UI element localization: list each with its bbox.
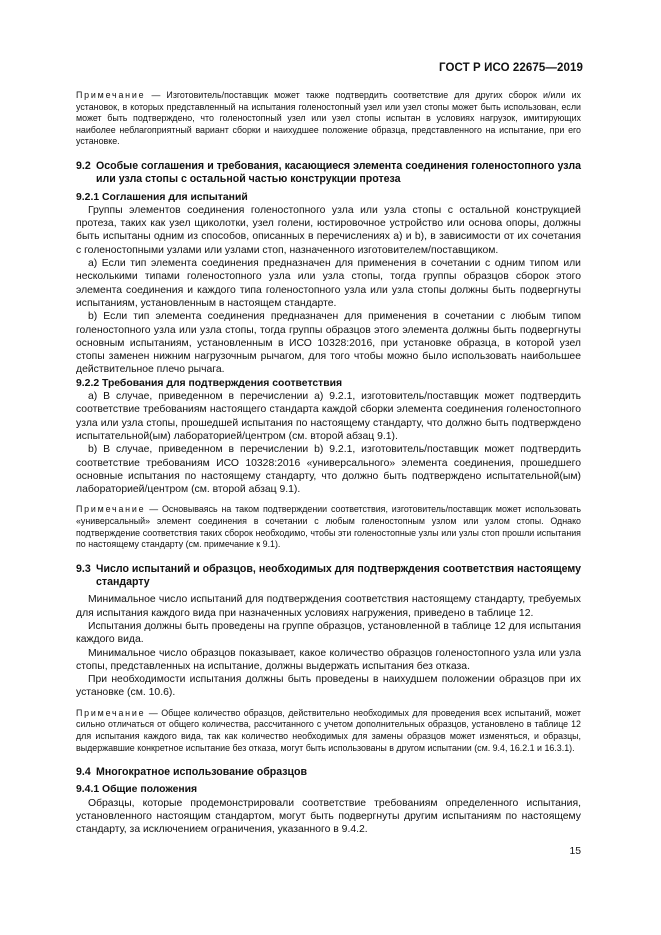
page-content xyxy=(76,90,581,837)
note-text: — Общее количество образцов, действительно необходимых для проведения всех испытаний, может сильно отличаться от общего количества, рассчитанного с учетом дополнительных образцов, установлено в таблице 12 для испытания каждого вида, так как количество необходимых для замены образцов может изменяться, и образцы, выдержавшие конкретное испытание без отказа, могут быть использованы в другом испытании (см. 9.4, 16.2.1 и 16.3.1). xyxy=(76,707,581,753)
note-paragraph xyxy=(76,90,581,148)
document-code-header: ГОСТ Р ИСО 22675—2019 xyxy=(438,62,583,74)
list-item-a: a) В случае, приведенном в перечислении a) 9.2.1, изготовитель/поставщик может подтвердить соответствие требованиям настоящего стандарта каждой сборки элемента соединения голеностопного узла или узла стопы, прошедшей испытания по настоящему стандарту, что должно быть подтверждено испытательной(ым) лабораторией/центром (см. второй абзац 9.1). xyxy=(76,391,581,442)
subsection-heading-9-4-1: 9.4.1 Общие положения xyxy=(76,784,198,796)
note-label: Примечание xyxy=(76,504,146,515)
paragraph: При необходимости испытания должны быть проведены в наихудшем положении образцов при их установке (см. 10.6). xyxy=(76,674,581,699)
section-title: Число испытаний и образцов, необходимых для подтверждения соответствия настоящему стандарту xyxy=(96,562,581,589)
note-paragraph xyxy=(76,504,581,550)
note-label: Примечание xyxy=(76,90,146,100)
subsection-heading-9-2-1: 9.2.1 Соглашения для испытаний xyxy=(76,191,248,203)
section-title: Особые соглашения и требования, касающиеся элемента соединения голеностопного узла или узла стопы с остальной частью конструкции протеза xyxy=(96,159,581,186)
paragraph: Испытания должны быть проведены на группе образцов, установленной в таблице 12 для испытания каждого вида. xyxy=(76,620,581,646)
paragraph: Минимальное число испытаний для подтверждения соответствия настоящему стандарту, требуемых для испытания каждого вида при назначенных условиях нагружения, приведено в таблице 12. xyxy=(76,594,581,619)
paragraph: Группы элементов соединения голеностопного узла или узла стопы с остальной конструкцией протеза, таких как узел щиколотки, узел голени, юстировочное устройство или основа опоры, должны быть испытаны одним из способов, описанных в перечислениях a) и b), в зависимости от их сочетания с голеностопными узлами или узлами стоп, назначенного изготовителем/поставщиком. xyxy=(76,204,581,256)
paragraph: Образцы, которые продемонстрировали соответствие требованиям определенного испытания, установленного настоящим стандартом, могут быть подвергнуты другим испытаниям по настоящему стандарту, за исключением ограничения, указанного в 9.4.2. xyxy=(76,797,581,836)
note-label: Примечание xyxy=(76,707,146,718)
section-heading-9-4 xyxy=(76,766,581,779)
section-heading-9-2 xyxy=(76,160,581,187)
section-number: 9.4 xyxy=(76,766,91,779)
note-text: — Изготовитель/поставщик может также подтвердить соответствие для других сборок и/или их установок, в которых представленный на испытания голеностопный узел или узел стопы может быть использован, если может быть подтверждено, что голеностопный узел или узел стопы испытан в условиях нагрузок, имитирующих наиболее неблагоприятный вариант сборки и наихудшее положение образца, представленного на испытание, при его установке. xyxy=(76,90,581,147)
list-item-b: b) Если тип элемента соединения предназначен для применения в сочетании с любым типом голеностопного узла или узла стопы, тогда группы образцов этого элемента должны быть подвергнуты основным испытаниям, установленным в ИСО 10328:2016, при установке образца, в которой узел стопы заменен нижним нагрузочным рычагом, для того чтобы можно было использовать наибольшее действительное плечо рычага. xyxy=(76,311,581,376)
subsection-heading-9-2-2: 9.2.2 Требования для подтверждения соответствия xyxy=(76,377,343,389)
section-heading-9-3 xyxy=(76,563,581,590)
note-text: — Основываясь на таком подтверждении соответствия, изготовитель/поставщик может использовать «универсальный» элемент соединения в сочетании с любым голеностопным узлом или узлом стопы. Однако подтверждение соответствия таких сборок необходимо, чтобы эти голеностопные узлы или узлы стоп прошли испытания по настоящему стандарту (см. примечание к 9.1). xyxy=(76,504,581,550)
section-number: 9.2 xyxy=(76,159,91,172)
paragraph: Минимальное число образцов показывает, какое количество образцов голеностопного узла или узла стопы, представленных на испытание, должны выдержать испытания без отказа. xyxy=(76,647,581,672)
section-number: 9.3 xyxy=(76,562,91,575)
section-title: Многократное использование образцов xyxy=(96,766,308,779)
page-number: 15 xyxy=(569,846,581,857)
list-item-a: a) Если тип элемента соединения предназначен для применения в сочетании с одним типом или несколькими типами голеностопного узла или узла стопы, тогда группы образцов сборок этого элемента соединения и каждого типа голеностопного узла или узла стопы должны быть подвергнуты испытаниям, установленным в настоящем стандарте. xyxy=(76,258,581,309)
list-item-b: b) В случае, приведенном в перечислении b) 9.2.1, изготовитель/поставщик может подтвердить соответствие требованиям ИСО 10328:2016 «универсального» элемента соединения, прошедшего основные испытания по настоящему стандарту, что должно быть подтверждено испытательной(ым) лабораторией/центром (см. второй абзац 9.1). xyxy=(76,444,581,496)
note-paragraph xyxy=(76,708,581,754)
